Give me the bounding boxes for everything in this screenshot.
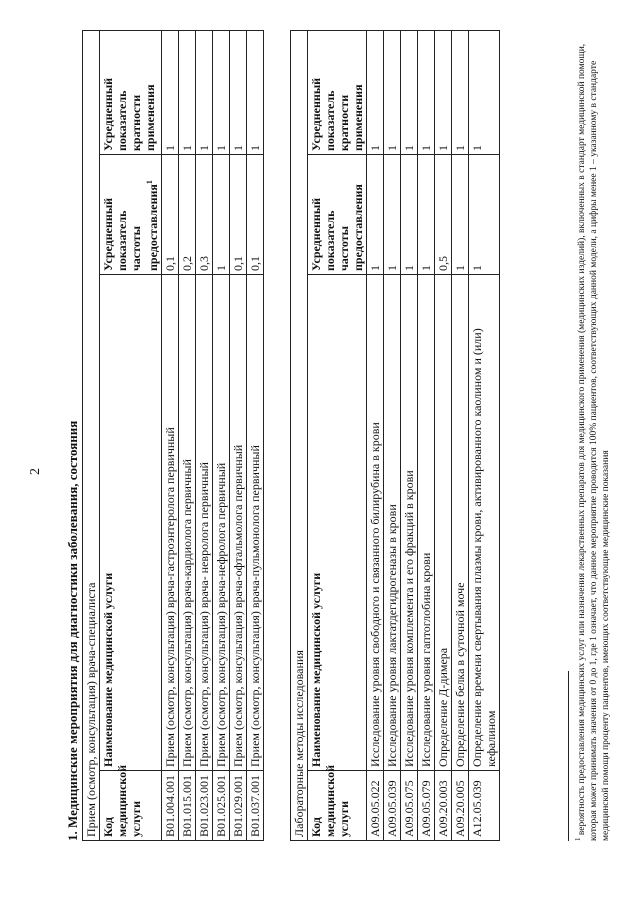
multiplicity-value: 1 <box>162 31 179 155</box>
header-freq-line: частоты <box>337 226 351 271</box>
table-subtitle-row <box>83 31 100 841</box>
frequency-value: 0,1 <box>162 155 179 275</box>
multiplicity-value: 1 <box>179 31 196 155</box>
header-code-line: услуги <box>337 800 351 837</box>
service-name: Исследование уровня свободного и связанного билирубина в крови <box>367 275 384 771</box>
service-code: A09.05.079 <box>418 771 435 841</box>
table-row <box>384 30 401 840</box>
multiplicity-value: 1 <box>367 30 384 154</box>
page-number: 2 <box>28 468 43 475</box>
service-name: Прием (осмотр, консультация) врача-офтальмолога первичный <box>230 275 247 771</box>
frequency-value: 1 <box>452 155 469 275</box>
lab-subtitle: Лабораторные методы исследования <box>291 30 308 840</box>
table-row <box>213 31 230 841</box>
frequency-value: 1 <box>367 155 384 275</box>
header-freq-line: частоты <box>129 226 143 271</box>
service-code: A12.05.039 <box>469 771 500 841</box>
frequency-value: 1 <box>213 155 230 275</box>
frequency-value: 1 <box>418 155 435 275</box>
service-name: Прием (осмотр, консультация) врача-гастроэнтеролога первичный <box>162 275 179 771</box>
footnote <box>572 31 612 841</box>
multiplicity-value: 1 <box>435 30 452 154</box>
header-code <box>100 764 162 841</box>
frequency-value: 0,5 <box>435 155 452 275</box>
footnote-reference: 1 <box>145 180 154 185</box>
frequency-value: 0,2 <box>179 155 196 275</box>
header-freq-line: Усредненный <box>309 197 323 271</box>
service-code: A09.05.022 <box>367 771 384 841</box>
frequency-value: 1 <box>384 155 401 275</box>
service-name: Исследование уровня комплемента и его фракций в крови <box>401 275 418 771</box>
header-code <box>308 764 367 841</box>
header-mult-line: показатель <box>115 90 129 151</box>
footnote-divider <box>568 671 569 841</box>
header-mult-line: кратности <box>129 94 143 151</box>
table-header-row <box>100 31 162 841</box>
consultations-subtitle: Прием (осмотр, консультация) врача-специалиста <box>83 31 100 841</box>
header-multiplicity <box>308 30 367 154</box>
service-name: Прием (осмотр, консультация) врача-кардиолога первичный <box>179 275 196 771</box>
service-name: Прием (осмотр, консультация) врача- невролога первичный <box>196 275 213 771</box>
header-mult-line: применения <box>351 84 365 151</box>
service-code: A09.20.005 <box>452 771 469 841</box>
header-name: Наименование медицинской услуги <box>308 275 367 771</box>
multiplicity-value: 1 <box>469 30 500 154</box>
table-row <box>230 31 247 841</box>
header-mult-line: показатель <box>323 90 337 151</box>
header-freq-line: показатель <box>115 210 129 271</box>
header-code-line: услуги <box>129 800 143 837</box>
table-subtitle-row <box>291 30 308 840</box>
section-title: 1. Медицинские мероприятия для диагностики заболевания, состояния <box>65 420 80 841</box>
service-code: A09.20.003 <box>435 771 452 841</box>
service-code: A09.05.039 <box>384 771 401 841</box>
header-code-line: медицинской <box>323 764 337 837</box>
service-code: B01.025.001 <box>213 771 230 841</box>
service-name: Определение белка в суточной моче <box>452 275 469 771</box>
service-name: Прием (осмотр, консультация) врача-пульмонолога первичный <box>247 275 264 771</box>
table-row <box>418 30 435 840</box>
footnote-text: вероятность предоставления медицинских услуг или назначения лекарственных препаратов для медицинского применения (медицинских изделий), включенных в стандарт медицинской помощи, которая может принимать значения от 0 до 1, где 1 означает, что данное мероприятие проводится 100% пациентов, соответствующих данной модели, а цифры менее 1 – указанному в стандарте медицинской помощи проценту пациентов, имеющих соответствующие медицинские показания <box>577 43 612 841</box>
header-freq-line: Усредненный <box>101 197 115 271</box>
header-freq-line: показатель <box>323 210 337 271</box>
footnote-marker: 1 <box>574 837 582 841</box>
header-code-line: Код <box>309 817 323 837</box>
header-frequency <box>100 155 162 275</box>
header-freq-line-text: предоставления <box>146 184 160 271</box>
multiplicity-value: 1 <box>401 30 418 154</box>
multiplicity-value: 1 <box>230 31 247 155</box>
service-code: B01.015.001 <box>179 771 196 841</box>
table-row <box>196 31 213 841</box>
header-name: Наименование медицинской услуги <box>100 275 162 771</box>
frequency-value: 0,1 <box>230 155 247 275</box>
table-row <box>247 31 264 841</box>
frequency-value: 0,3 <box>196 155 213 275</box>
header-frequency <box>308 155 367 275</box>
table-row <box>401 30 418 840</box>
table-row <box>435 30 452 840</box>
lab-methods-table <box>290 30 500 841</box>
multiplicity-value: 1 <box>384 30 401 154</box>
service-name: Исследование уровня лактатдегидрогеназы в крови <box>384 275 401 771</box>
multiplicity-value: 1 <box>452 30 469 154</box>
frequency-value: 0,1 <box>247 155 264 275</box>
service-name: Исследование уровня гаптоглобина крови <box>418 275 435 771</box>
service-code: B01.029.001 <box>230 771 247 841</box>
frequency-value: 1 <box>401 155 418 275</box>
header-mult-line: кратности <box>337 94 351 151</box>
table-row <box>367 30 384 840</box>
header-freq-line: предоставления <box>351 184 365 271</box>
header-mult-line: Усредненный <box>101 77 115 151</box>
service-name: Прием (осмотр, консультация) врача-нефролога первичный <box>213 275 230 771</box>
header-multiplicity <box>100 31 162 155</box>
header-freq-line <box>143 158 160 271</box>
table-row <box>162 31 179 841</box>
header-code-line: Код <box>101 817 115 837</box>
frequency-value: 1 <box>469 155 500 275</box>
service-code: B01.037.001 <box>247 771 264 841</box>
multiplicity-value: 1 <box>247 31 264 155</box>
table-header-row <box>308 30 367 840</box>
header-code-line: медицинской <box>115 764 129 837</box>
service-code: A09.05.075 <box>401 771 418 841</box>
header-mult-line: Усредненный <box>309 77 323 151</box>
service-code: B01.023.001 <box>196 771 213 841</box>
table-row <box>179 31 196 841</box>
table-row <box>452 30 469 840</box>
service-name: Определение времени свертывания плазмы крови, активированного каолином и (или) кефалином <box>469 275 500 771</box>
multiplicity-value: 1 <box>196 31 213 155</box>
service-code: B01.004.001 <box>162 771 179 841</box>
header-mult-line: применения <box>143 84 157 151</box>
table-row <box>469 30 500 840</box>
multiplicity-value: 1 <box>213 31 230 155</box>
consultations-table <box>82 30 264 841</box>
multiplicity-value: 1 <box>418 30 435 154</box>
service-name: Определение Д-димера <box>435 275 452 771</box>
